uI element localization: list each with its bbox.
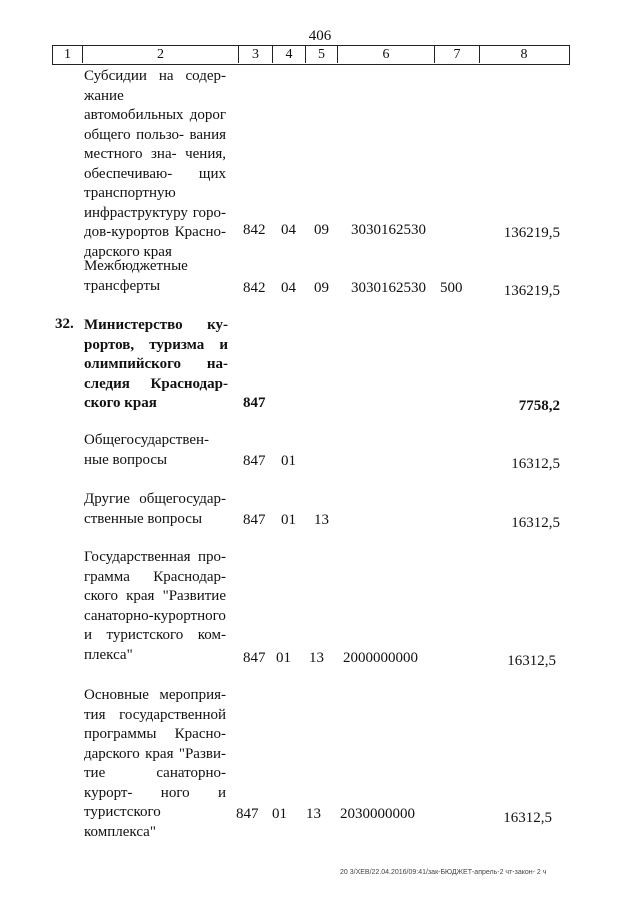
row-amount: 16312,5 [511,456,560,472]
header-col-1: 1 [53,46,83,63]
row-col5: 13 [309,650,324,666]
header-col-6: 6 [338,46,435,63]
row-description: Субсидии на содер- жание автомобильных дорог общего пользо- вания местного зна- чения, обеспечиваю- щих транспортную инфраструктуру горо- дов-курортов Красно- дарского края [84,68,226,260]
header-col-4: 4 [273,46,306,63]
row-col4: 01 [272,806,287,822]
row-col3: 847 [243,453,266,469]
row-amount: 7758,2 [518,398,560,414]
header-col-8: 8 [520,47,528,62]
row-col4: 04 [281,280,296,296]
row-col5: 09 [314,222,329,238]
page-number: 406 [308,28,332,44]
row-amount: 136219,5 [503,283,560,299]
row-col4: 04 [281,222,296,238]
row-col4: 01 [281,453,296,469]
row-col3: 842 [243,280,266,296]
row-number: 32. [55,316,74,332]
row-col7: 500 [440,280,463,296]
row-amount: 16312,5 [511,515,560,531]
row-col6: 2000000000 [343,650,418,666]
row-description: Основные мероприя- тия государственной программы Красно- дарского края "Разви- тие санаторно-курорт- ного и туристского комплекса" [84,687,226,840]
row-description: Государственная про- грамма Краснодар- ского края "Развитие санаторно-курортного и туристского ком- плекса" [84,549,226,663]
row-col4: 01 [276,650,291,666]
header-col-5: 5 [306,46,338,63]
row-description: Министерство ку- рортов, туризма и олимпийского на- следия Краснодар- ского края [84,317,228,411]
row-description: Межбюджетные трансферты [84,258,188,294]
footer-text: 20 3/ХЕВ/22.04.2016/09:41/зак-БЮДЖЕТ-апрель-2 чт-закон- 2 ч [340,869,547,876]
row-col3: 847 [243,395,266,411]
row-col3: 847 [243,650,266,666]
row-col5: 13 [314,512,329,528]
header-col-2: 2 [83,46,239,63]
row-col5: 09 [314,280,329,296]
table-header [52,45,570,65]
row-col3: 842 [243,222,266,238]
row-col6: 2030000000 [340,806,415,822]
row-description: Общегосударствен- ные вопросы [84,432,210,468]
header-col-7: 7 [435,46,480,63]
row-col3: 847 [236,806,259,822]
header-col-3: 3 [239,46,273,63]
row-amount: 136219,5 [503,225,560,241]
row-amount: 16312,5 [507,653,556,669]
row-col3: 847 [243,512,266,528]
row-col4: 01 [281,512,296,528]
row-col6: 3030162530 [351,222,426,238]
row-amount: 16312,5 [503,810,552,826]
row-col6: 3030162530 [351,280,426,296]
row-col5: 13 [306,806,321,822]
row-description: Другие общегосудар- ственные вопросы [84,491,226,527]
